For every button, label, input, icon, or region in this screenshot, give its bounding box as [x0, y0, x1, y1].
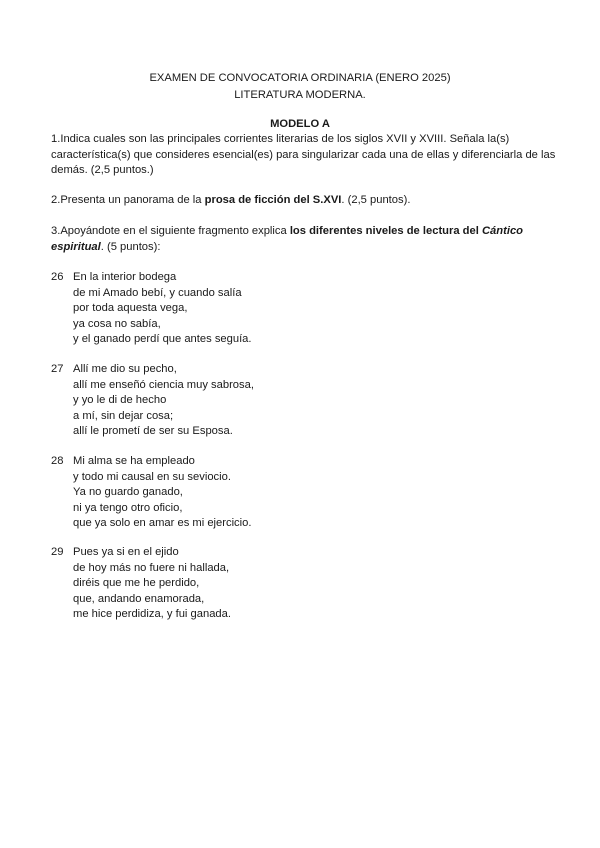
verse-line: allí me enseñó ciencia muy sabrosa,	[73, 378, 254, 391]
model-title: MODELO A	[270, 118, 330, 130]
verse-line: y yo le di de hecho	[73, 394, 167, 407]
stanza-lines	[73, 454, 251, 532]
question-3-points: . (5 puntos):	[100, 240, 161, 253]
verse-line: En la interior bodega	[73, 271, 177, 283]
verse-line: que ya solo en amar es mi ejercicio.	[73, 517, 252, 530]
exam-title: EXAMEN DE CONVOCATORIA ORDINARIA (ENERO 2025)	[149, 72, 451, 84]
verse-line: ni ya tengo otro oficio,	[73, 501, 183, 514]
verse-line: por toda aquesta vega,	[73, 302, 188, 315]
verse-line: allí le prometí de ser su Esposa.	[73, 425, 233, 438]
exam-header	[0, 70, 600, 104]
stanza-number: 26	[51, 271, 64, 283]
question-3-work-title: Cántico espiritual	[51, 225, 523, 253]
verse-line: Ya no guardo ganado,	[73, 486, 183, 499]
question-3	[51, 224, 556, 255]
verse-line: Allí me dio su pecho,	[73, 363, 177, 375]
verse-line: que, andando enamorada,	[73, 592, 205, 605]
question-2-topic: prosa de ficción del S.XVI	[204, 194, 342, 206]
verse-line: Pues ya si en el ejido	[73, 546, 179, 558]
question-3-text: 3.Apoyándote en el siguiente fragmento explica	[51, 225, 290, 237]
stanza-number: 29	[51, 546, 64, 558]
verse-line: Mi alma se ha empleado	[73, 455, 195, 467]
verse-line: y todo mi causal en su seviocio.	[73, 470, 231, 483]
question-2-text: 2.Presenta un panorama de la	[51, 194, 205, 206]
stanza-lines	[73, 270, 252, 348]
exam-subject: LITERATURA MODERNA.	[234, 89, 366, 101]
verse-line: a mí, sin dejar cosa;	[73, 409, 174, 422]
verse-line: me hice perdidiza, y fui ganada.	[73, 608, 231, 621]
question-2-points: . (2,5 puntos).	[341, 194, 411, 206]
stanza-lines	[73, 362, 254, 440]
stanza-lines	[73, 545, 231, 623]
verse-line: ya cosa no sabía,	[73, 317, 161, 330]
verse-line: y el ganado perdí que antes seguía.	[73, 333, 252, 346]
question-3-topic: los diferentes niveles de lectura del	[289, 225, 482, 237]
stanza-number: 28	[51, 455, 64, 467]
stanza-number: 27	[51, 363, 64, 375]
verse-line: de mi Amado bebí, y cuando salía	[73, 286, 242, 299]
question-2	[51, 193, 556, 209]
verse-line: de hoy más no fuere ni hallada,	[73, 561, 230, 574]
question-1: 1.Indica cuales son las principales corrientes literarias de los siglos XVII y XVIII. Señala la(s) característica(s) que consideres esencial(es) para singularizar cada una de ellas y diferenciarla de las demás. (2,5 puntos.)	[51, 133, 556, 176]
verse-line: diréis que me he perdido,	[73, 577, 200, 590]
